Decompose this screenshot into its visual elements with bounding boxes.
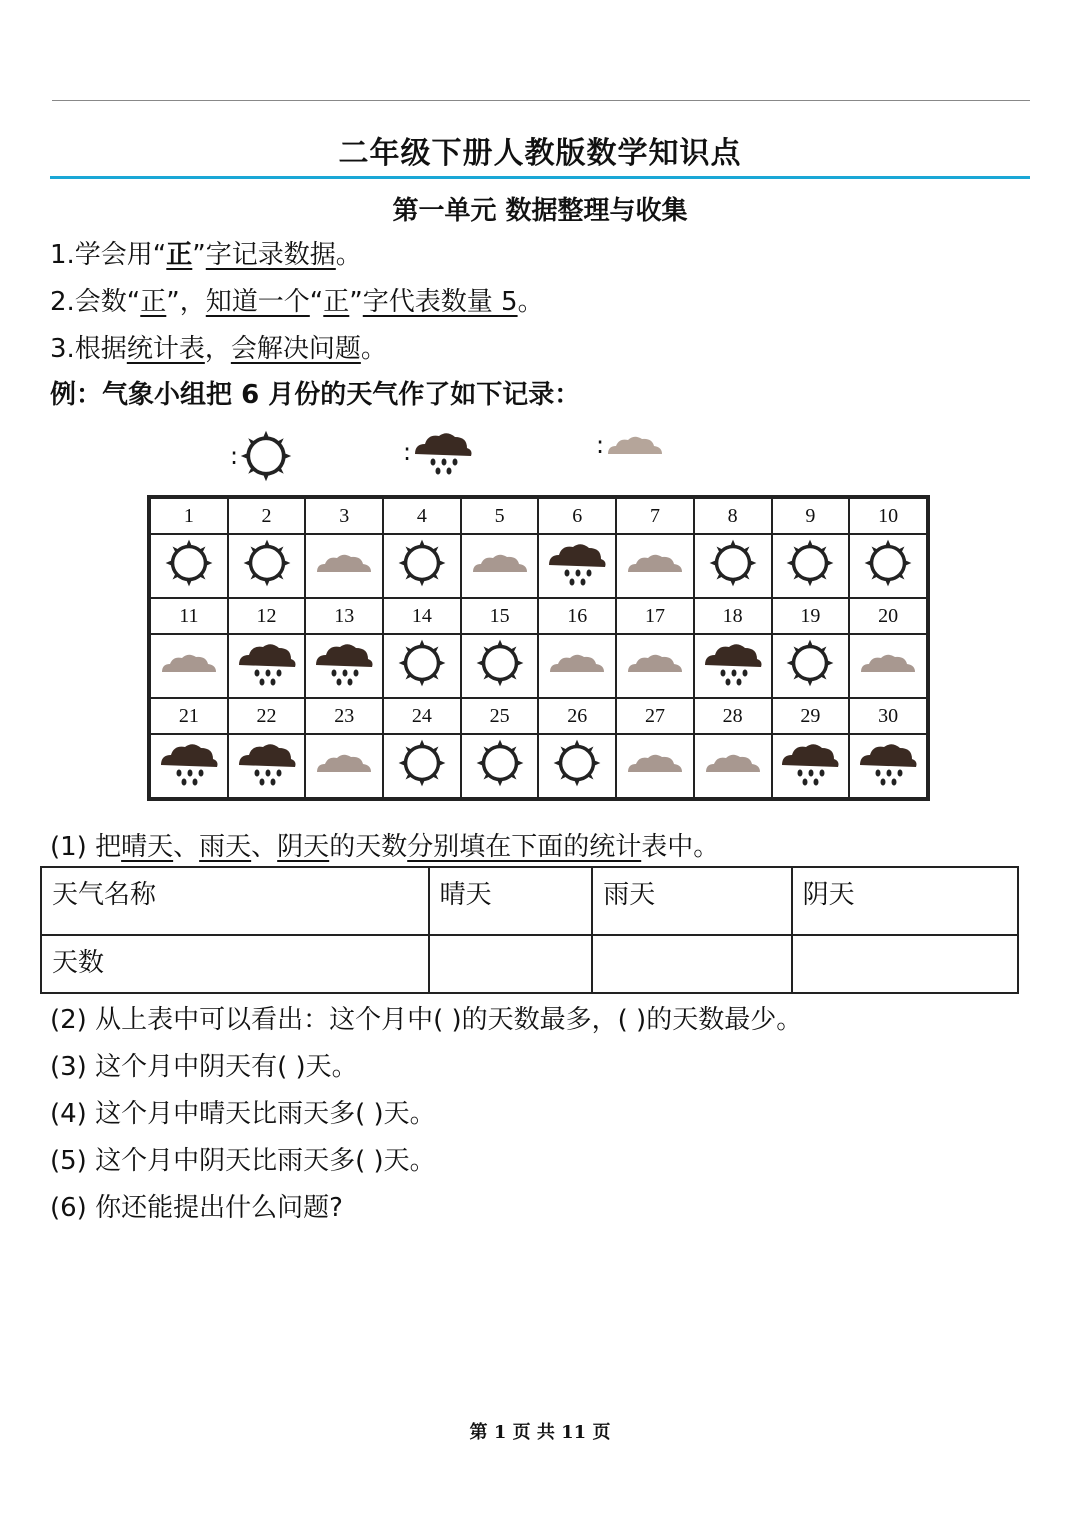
rain-cloud-icon [235, 770, 299, 792]
question-4: (4) 这个月中晴天比雨天多( )天。 [50, 1099, 436, 1129]
point-3-part: ， [204, 334, 231, 364]
point-3-underlined-2: 会解决问题 [230, 334, 361, 364]
rain-cloud-icon [312, 670, 376, 692]
day-number: 13 [305, 598, 383, 634]
day-number: 25 [461, 698, 539, 734]
stat-header-cloudy: 阴天 [792, 867, 1018, 935]
rain-cloud-icon [856, 770, 920, 792]
point-1-part: 1.学会用“ [50, 240, 167, 270]
cloudy-icon [469, 563, 531, 585]
rain-cloud-icon [778, 770, 842, 792]
cloudy-icon [546, 663, 608, 685]
q1-part: 的天数 [329, 832, 408, 862]
day-weather-cell [538, 534, 616, 598]
point-2-part: ” [349, 287, 363, 317]
day-number: 6 [538, 498, 616, 534]
day-number-row [150, 498, 927, 534]
legend-separator: : [596, 431, 605, 459]
sun-icon [396, 772, 448, 794]
example-text: 气象小组把 6 月份的天气作了如下记录： [102, 380, 581, 410]
question-2: (2) 从上表中可以看出：这个月中( )的天数最多，( )的天数最少。 [50, 1005, 803, 1035]
day-weather-cell [849, 734, 927, 798]
cloudy-icon [624, 763, 686, 785]
day-number-row [150, 598, 927, 634]
day-weather-cell [228, 634, 306, 698]
stat-row-label: 天数 [41, 935, 429, 993]
sun-icon [238, 428, 294, 484]
weather-grid-body [150, 498, 927, 798]
q1-part: 表中。 [641, 832, 720, 862]
point-2-underlined: 知道一个 [205, 287, 310, 317]
point-3-underlined: 统计表 [126, 334, 205, 364]
day-weather-cell [305, 634, 383, 698]
rain-cloud-icon [235, 670, 299, 692]
day-weather-cell [228, 734, 306, 798]
stat-header-rainy: 雨天 [592, 867, 791, 935]
question-5: (5) 这个月中阴天比雨天多( )天。 [50, 1146, 436, 1176]
day-weather-cell [694, 534, 772, 598]
day-number: 19 [772, 598, 850, 634]
day-weather-cell [305, 734, 383, 798]
point-3-part: 。 [360, 334, 387, 364]
day-number: 18 [694, 598, 772, 634]
day-weather-cell [228, 534, 306, 598]
weather-record-grid [147, 495, 930, 801]
day-number: 24 [383, 698, 461, 734]
stat-header-sunny: 晴天 [429, 867, 593, 935]
q1-part: (1) 把 [50, 832, 122, 862]
legend-separator: : [230, 442, 239, 470]
sun-icon [862, 572, 914, 594]
point-1-underlined: 字记录数据 [205, 240, 336, 270]
day-weather-cell [616, 734, 694, 798]
day-weather-cell [305, 534, 383, 598]
stat-cell-rainy[interactable] [592, 935, 791, 993]
example-label: 例： [50, 380, 103, 410]
cloudy-icon [158, 663, 220, 685]
weather-icon-row [150, 734, 927, 798]
stat-cell-sunny[interactable] [429, 935, 593, 993]
stat-cell-cloudy[interactable] [792, 935, 1018, 993]
day-number: 20 [849, 598, 927, 634]
point-2-zheng: 正 [140, 287, 167, 317]
stat-header-name: 天气名称 [41, 867, 429, 935]
day-number: 14 [383, 598, 461, 634]
day-weather-cell [616, 634, 694, 698]
cloudy-icon [857, 663, 919, 685]
day-number: 23 [305, 698, 383, 734]
sun-icon [396, 672, 448, 694]
day-number: 1 [150, 498, 228, 534]
weather-icon-row [150, 634, 927, 698]
cloudy-icon [604, 428, 666, 462]
q1-cloudy: 阴天 [277, 832, 330, 862]
day-number: 7 [616, 498, 694, 534]
point-2-part: ”， [166, 287, 206, 317]
point-2-underlined-2: 字代表数量 5 [362, 287, 518, 317]
example-line [50, 374, 580, 411]
rain-cloud-icon [411, 428, 475, 476]
day-weather-cell [849, 634, 927, 698]
day-number: 2 [228, 498, 306, 534]
point-1-zheng: 正 [166, 240, 193, 270]
cloudy-icon [624, 663, 686, 685]
day-number: 21 [150, 698, 228, 734]
q1-rainy: 雨天 [199, 832, 252, 862]
rain-cloud-icon [701, 670, 765, 692]
day-number: 10 [849, 498, 927, 534]
point-2-part: “ [309, 287, 324, 317]
day-number: 5 [461, 498, 539, 534]
day-number: 17 [616, 598, 694, 634]
cloudy-icon [624, 563, 686, 585]
day-weather-cell [150, 634, 228, 698]
day-number: 11 [150, 598, 228, 634]
q1-sunny: 晴天 [121, 832, 174, 862]
day-weather-cell [616, 534, 694, 598]
sun-icon [474, 672, 526, 694]
day-number: 22 [228, 698, 306, 734]
day-weather-cell [383, 734, 461, 798]
statistics-table [40, 866, 1019, 994]
page-footer: 第 1 页 共 11 页 [469, 1422, 611, 1443]
point-2-part: 。 [517, 287, 544, 317]
page-title: 二年级下册人教版数学知识点 [338, 136, 742, 171]
day-number: 28 [694, 698, 772, 734]
day-weather-cell [150, 534, 228, 598]
sun-icon [396, 572, 448, 594]
sun-icon [707, 572, 759, 594]
sun-icon [784, 572, 836, 594]
sun-icon [784, 672, 836, 694]
day-number: 26 [538, 698, 616, 734]
day-weather-cell [383, 534, 461, 598]
q1-part: 、 [251, 832, 278, 862]
point-2-part: 2.会数“ [50, 287, 141, 317]
q1-part: 、 [173, 832, 200, 862]
day-weather-cell [150, 734, 228, 798]
day-weather-cell [461, 734, 539, 798]
point-3 [50, 328, 387, 365]
day-weather-cell [694, 734, 772, 798]
day-weather-cell [772, 634, 850, 698]
day-weather-cell [461, 534, 539, 598]
question-6: (6) 你还能提出什么问题? [50, 1193, 343, 1223]
sun-icon [474, 772, 526, 794]
day-weather-cell [538, 634, 616, 698]
weather-icon-row [150, 534, 927, 598]
day-number: 4 [383, 498, 461, 534]
title-divider [50, 176, 1030, 179]
sun-icon [163, 572, 215, 594]
question-3: (3) 这个月中阴天有( )天。 [50, 1052, 358, 1082]
day-weather-cell [383, 634, 461, 698]
point-1 [50, 234, 362, 271]
day-number: 16 [538, 598, 616, 634]
day-number: 3 [305, 498, 383, 534]
sun-icon [241, 572, 293, 594]
day-number: 30 [849, 698, 927, 734]
legend-cloudy [596, 428, 666, 462]
day-number: 12 [228, 598, 306, 634]
cloudy-icon [313, 763, 375, 785]
legend-rain [403, 428, 475, 476]
legend-sunny [230, 428, 294, 484]
cloudy-icon [702, 763, 764, 785]
sun-icon [551, 772, 603, 794]
unit-title: 第一单元 数据整理与收集 [392, 196, 688, 226]
rain-cloud-icon [157, 770, 221, 792]
point-1-part: 。 [335, 240, 362, 270]
top-rule [52, 100, 1030, 101]
day-number: 15 [461, 598, 539, 634]
rain-cloud-icon [545, 570, 609, 592]
day-number: 8 [694, 498, 772, 534]
question-1 [50, 826, 719, 863]
day-number: 9 [772, 498, 850, 534]
point-3-part: 3.根据 [50, 334, 127, 364]
day-number: 27 [616, 698, 694, 734]
day-number: 29 [772, 698, 850, 734]
day-number-row [150, 698, 927, 734]
point-2 [50, 281, 544, 318]
point-2-zheng-2: 正 [323, 287, 350, 317]
day-weather-cell [694, 634, 772, 698]
day-weather-cell [849, 534, 927, 598]
day-weather-cell [772, 734, 850, 798]
day-weather-cell [772, 534, 850, 598]
legend-separator: : [403, 438, 412, 466]
q1-underlined: 分别填在下面的统计 [407, 832, 642, 862]
point-1-part: ” [192, 240, 206, 270]
day-weather-cell [461, 634, 539, 698]
day-weather-cell [538, 734, 616, 798]
cloudy-icon [313, 563, 375, 585]
